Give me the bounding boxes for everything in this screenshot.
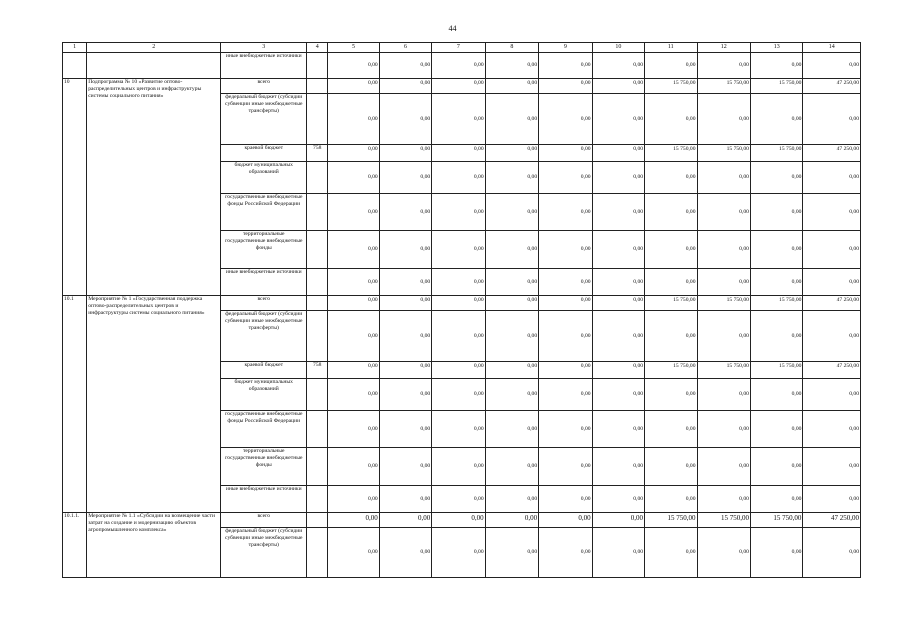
value-cell: 15 750,00 bbox=[697, 362, 750, 379]
value-cell: 15 750,00 bbox=[697, 296, 750, 311]
funding-source: бюджет муниципальных образований bbox=[221, 379, 307, 411]
row-name: Мероприятие № 1.1 «Субсидии на возмещение части затрат на создание и модернизацию объектов агропромышленного комплекса» bbox=[87, 513, 221, 578]
value-cell: 0,00 bbox=[485, 269, 538, 296]
value-cell: 0,00 bbox=[803, 486, 861, 513]
value-cell: 0,00 bbox=[592, 411, 644, 448]
budget-code bbox=[307, 513, 328, 528]
value-cell: 15 750,00 bbox=[750, 79, 802, 94]
value-cell: 0,00 bbox=[645, 94, 697, 145]
funding-source: бюджет муниципальных образований bbox=[221, 162, 307, 194]
funding-source: краевой бюджет bbox=[221, 145, 307, 162]
col-header: 7 bbox=[432, 43, 485, 53]
value-cell: 0,00 bbox=[645, 194, 697, 231]
value-cell: 0,00 bbox=[379, 411, 431, 448]
value-cell: 0,00 bbox=[592, 362, 644, 379]
value-cell: 0,00 bbox=[592, 53, 644, 79]
value-cell: 0,00 bbox=[485, 194, 538, 231]
value-cell: 0,00 bbox=[432, 194, 485, 231]
value-cell: 0,00 bbox=[592, 269, 644, 296]
table-body bbox=[63, 43, 861, 578]
value-cell: 0,00 bbox=[379, 379, 431, 411]
col-header: 10 bbox=[592, 43, 644, 53]
value-cell: 0,00 bbox=[379, 528, 431, 578]
value-cell: 0,00 bbox=[539, 513, 592, 528]
value-cell: 0,00 bbox=[432, 296, 485, 311]
value-cell: 0,00 bbox=[539, 486, 592, 513]
value-cell: 0,00 bbox=[645, 528, 697, 578]
value-cell: 0,00 bbox=[328, 194, 379, 231]
row-name: Подпрограмма № 10 «Развитие оптово-распределительных центров и инфраструктуры системы социального питания» bbox=[87, 79, 221, 296]
budget-code bbox=[307, 231, 328, 269]
value-cell: 0,00 bbox=[645, 162, 697, 194]
value-cell: 0,00 bbox=[485, 145, 538, 162]
value-cell: 0,00 bbox=[803, 311, 861, 362]
value-cell: 0,00 bbox=[697, 411, 750, 448]
value-cell: 0,00 bbox=[592, 162, 644, 194]
value-cell: 0,00 bbox=[539, 194, 592, 231]
value-cell: 0,00 bbox=[485, 53, 538, 79]
value-cell: 0,00 bbox=[379, 486, 431, 513]
value-cell: 0,00 bbox=[379, 94, 431, 145]
value-cell: 0,00 bbox=[750, 194, 802, 231]
value-cell: 0,00 bbox=[379, 231, 431, 269]
value-cell: 0,00 bbox=[328, 448, 379, 486]
value-cell: 0,00 bbox=[592, 486, 644, 513]
budget-code bbox=[307, 528, 328, 578]
value-cell: 47 250,00 bbox=[803, 79, 861, 94]
value-cell: 0,00 bbox=[432, 362, 485, 379]
value-cell: 0,00 bbox=[803, 411, 861, 448]
budget-code: 758 bbox=[307, 362, 328, 379]
funding-source: территориальные государственные внебюджетные фонды bbox=[221, 231, 307, 269]
value-cell: 0,00 bbox=[539, 362, 592, 379]
value-cell: 0,00 bbox=[539, 311, 592, 362]
value-cell: 0,00 bbox=[803, 194, 861, 231]
value-cell: 0,00 bbox=[328, 513, 379, 528]
value-cell: 0,00 bbox=[379, 53, 431, 79]
value-cell: 0,00 bbox=[592, 311, 644, 362]
value-cell: 0,00 bbox=[539, 162, 592, 194]
value-cell: 0,00 bbox=[697, 486, 750, 513]
budget-code bbox=[307, 448, 328, 486]
value-cell: 47 250,00 bbox=[803, 296, 861, 311]
value-cell: 0,00 bbox=[328, 162, 379, 194]
value-cell: 0,00 bbox=[328, 528, 379, 578]
funding-source: иные внебюджетные источники bbox=[221, 269, 307, 296]
value-cell: 0,00 bbox=[432, 513, 485, 528]
budget-code bbox=[307, 269, 328, 296]
value-cell: 0,00 bbox=[328, 486, 379, 513]
value-cell: 0,00 bbox=[750, 379, 802, 411]
value-cell: 0,00 bbox=[803, 94, 861, 145]
value-cell: 0,00 bbox=[432, 411, 485, 448]
value-cell: 0,00 bbox=[697, 162, 750, 194]
value-cell: 0,00 bbox=[592, 448, 644, 486]
value-cell: 47 250,00 bbox=[803, 145, 861, 162]
value-cell: 0,00 bbox=[750, 94, 802, 145]
budget-code bbox=[307, 311, 328, 362]
row-name bbox=[87, 53, 221, 79]
col-header: 9 bbox=[539, 43, 592, 53]
value-cell: 0,00 bbox=[803, 448, 861, 486]
value-cell: 0,00 bbox=[328, 269, 379, 296]
value-cell: 0,00 bbox=[750, 162, 802, 194]
value-cell: 0,00 bbox=[328, 231, 379, 269]
row-number: 10.1.1. bbox=[63, 513, 87, 578]
value-cell: 0,00 bbox=[750, 411, 802, 448]
value-cell: 0,00 bbox=[645, 53, 697, 79]
value-cell: 0,00 bbox=[485, 513, 538, 528]
value-cell: 0,00 bbox=[697, 231, 750, 269]
budget-code bbox=[307, 79, 328, 94]
value-cell: 0,00 bbox=[432, 53, 485, 79]
col-header: 13 bbox=[750, 43, 802, 53]
col-header: 1 bbox=[63, 43, 87, 53]
page-number: 44 bbox=[448, 24, 457, 33]
value-cell: 0,00 bbox=[539, 379, 592, 411]
funding-source: иные внебюджетные источники bbox=[221, 486, 307, 513]
value-cell: 0,00 bbox=[697, 269, 750, 296]
value-cell: 0,00 bbox=[485, 362, 538, 379]
col-header: 11 bbox=[645, 43, 697, 53]
table-row bbox=[63, 296, 861, 311]
value-cell: 0,00 bbox=[379, 513, 431, 528]
funding-source: всего bbox=[221, 513, 307, 528]
value-cell: 0,00 bbox=[328, 94, 379, 145]
funding-source: краевой бюджет bbox=[221, 362, 307, 379]
value-cell: 15 750,00 bbox=[645, 296, 697, 311]
budget-code bbox=[307, 162, 328, 194]
value-cell: 0,00 bbox=[485, 528, 538, 578]
col-header: 6 bbox=[379, 43, 431, 53]
budget-code bbox=[307, 94, 328, 145]
value-cell: 0,00 bbox=[539, 448, 592, 486]
value-cell: 0,00 bbox=[485, 162, 538, 194]
value-cell: 0,00 bbox=[592, 79, 644, 94]
value-cell: 0,00 bbox=[485, 231, 538, 269]
value-cell: 0,00 bbox=[432, 231, 485, 269]
value-cell: 15 750,00 bbox=[697, 513, 750, 528]
value-cell: 0,00 bbox=[750, 311, 802, 362]
value-cell: 15 750,00 bbox=[645, 513, 697, 528]
value-cell: 0,00 bbox=[539, 269, 592, 296]
value-cell: 0,00 bbox=[803, 528, 861, 578]
value-cell: 0,00 bbox=[539, 296, 592, 311]
funding-source: федеральный бюджет (субсидии субвенции иные межбюджетные трансферты) bbox=[221, 94, 307, 145]
value-cell: 0,00 bbox=[432, 448, 485, 486]
value-cell: 0,00 bbox=[432, 528, 485, 578]
value-cell: 0,00 bbox=[697, 379, 750, 411]
budget-code: 758 bbox=[307, 145, 328, 162]
value-cell: 0,00 bbox=[803, 162, 861, 194]
value-cell: 0,00 bbox=[379, 448, 431, 486]
value-cell: 0,00 bbox=[750, 528, 802, 578]
value-cell: 0,00 bbox=[379, 194, 431, 231]
budget-code bbox=[307, 296, 328, 311]
row-number bbox=[63, 53, 87, 79]
value-cell: 0,00 bbox=[379, 362, 431, 379]
value-cell: 0,00 bbox=[485, 379, 538, 411]
value-cell: 0,00 bbox=[328, 53, 379, 79]
value-cell: 47 250,00 bbox=[803, 513, 861, 528]
value-cell: 15 750,00 bbox=[750, 145, 802, 162]
value-cell: 15 750,00 bbox=[750, 296, 802, 311]
funding-source: всего bbox=[221, 79, 307, 94]
table-row bbox=[63, 513, 861, 528]
value-cell: 15 750,00 bbox=[645, 362, 697, 379]
value-cell: 0,00 bbox=[485, 411, 538, 448]
value-cell: 0,00 bbox=[750, 231, 802, 269]
value-cell: 0,00 bbox=[485, 448, 538, 486]
budget-code bbox=[307, 411, 328, 448]
value-cell: 0,00 bbox=[328, 311, 379, 362]
value-cell: 0,00 bbox=[750, 448, 802, 486]
budget-table bbox=[62, 42, 861, 578]
funding-source: федеральный бюджет (субсидии субвенции иные межбюджетные трансферты) bbox=[221, 311, 307, 362]
value-cell: 47 250,00 bbox=[803, 362, 861, 379]
value-cell: 0,00 bbox=[592, 379, 644, 411]
value-cell: 0,00 bbox=[432, 79, 485, 94]
value-cell: 0,00 bbox=[750, 269, 802, 296]
value-cell: 0,00 bbox=[539, 53, 592, 79]
value-cell: 0,00 bbox=[379, 79, 431, 94]
value-cell: 0,00 bbox=[539, 528, 592, 578]
table-row bbox=[63, 53, 861, 79]
value-cell: 0,00 bbox=[539, 79, 592, 94]
value-cell: 0,00 bbox=[485, 311, 538, 362]
value-cell: 0,00 bbox=[379, 145, 431, 162]
table-row bbox=[63, 79, 861, 94]
funding-source: федеральный бюджет (субсидии субвенции иные межбюджетные трансферты) bbox=[221, 528, 307, 578]
row-number: 10 bbox=[63, 79, 87, 296]
value-cell: 0,00 bbox=[645, 448, 697, 486]
funding-source: государственные внебюджетные фонды Российской Федерации bbox=[221, 411, 307, 448]
value-cell: 0,00 bbox=[750, 486, 802, 513]
value-cell: 0,00 bbox=[750, 53, 802, 79]
value-cell: 0,00 bbox=[592, 513, 644, 528]
value-cell: 0,00 bbox=[432, 162, 485, 194]
value-cell: 0,00 bbox=[432, 269, 485, 296]
value-cell: 0,00 bbox=[697, 311, 750, 362]
value-cell: 0,00 bbox=[539, 411, 592, 448]
value-cell: 0,00 bbox=[379, 296, 431, 311]
col-header: 3 bbox=[221, 43, 307, 53]
value-cell: 0,00 bbox=[328, 296, 379, 311]
value-cell: 0,00 bbox=[379, 311, 431, 362]
budget-code bbox=[307, 53, 328, 79]
value-cell: 0,00 bbox=[379, 269, 431, 296]
value-cell: 0,00 bbox=[328, 79, 379, 94]
col-header: 5 bbox=[328, 43, 379, 53]
value-cell: 0,00 bbox=[328, 379, 379, 411]
col-header: 2 bbox=[87, 43, 221, 53]
value-cell: 0,00 bbox=[697, 528, 750, 578]
value-cell: 0,00 bbox=[539, 231, 592, 269]
header-row bbox=[63, 43, 861, 53]
value-cell: 15 750,00 bbox=[645, 79, 697, 94]
value-cell: 0,00 bbox=[539, 94, 592, 145]
value-cell: 15 750,00 bbox=[697, 145, 750, 162]
value-cell: 0,00 bbox=[645, 231, 697, 269]
value-cell: 0,00 bbox=[697, 53, 750, 79]
row-name: Мероприятие № 1 «Государственная поддержка оптово-распределительных центров и инфраструктуры системы социального питания» bbox=[87, 296, 221, 513]
value-cell: 0,00 bbox=[803, 269, 861, 296]
value-cell: 0,00 bbox=[592, 528, 644, 578]
budget-code bbox=[307, 379, 328, 411]
value-cell: 0,00 bbox=[803, 379, 861, 411]
value-cell: 15 750,00 bbox=[750, 362, 802, 379]
value-cell: 0,00 bbox=[485, 94, 538, 145]
value-cell: 0,00 bbox=[379, 162, 431, 194]
value-cell: 0,00 bbox=[592, 194, 644, 231]
value-cell: 15 750,00 bbox=[750, 513, 802, 528]
value-cell: 15 750,00 bbox=[645, 145, 697, 162]
value-cell: 0,00 bbox=[592, 296, 644, 311]
budget-code bbox=[307, 194, 328, 231]
value-cell: 0,00 bbox=[485, 486, 538, 513]
value-cell: 0,00 bbox=[485, 79, 538, 94]
value-cell: 0,00 bbox=[697, 448, 750, 486]
value-cell: 0,00 bbox=[485, 296, 538, 311]
value-cell: 15 750,00 bbox=[697, 79, 750, 94]
value-cell: 0,00 bbox=[328, 145, 379, 162]
value-cell: 0,00 bbox=[328, 362, 379, 379]
value-cell: 0,00 bbox=[645, 269, 697, 296]
funding-source: территориальные государственные внебюджетные фонды bbox=[221, 448, 307, 486]
value-cell: 0,00 bbox=[432, 94, 485, 145]
col-header: 12 bbox=[697, 43, 750, 53]
value-cell: 0,00 bbox=[592, 231, 644, 269]
value-cell: 0,00 bbox=[803, 53, 861, 79]
value-cell: 0,00 bbox=[645, 411, 697, 448]
funding-source: иные внебюджетные источники bbox=[221, 53, 307, 79]
value-cell: 0,00 bbox=[645, 486, 697, 513]
value-cell: 0,00 bbox=[645, 379, 697, 411]
value-cell: 0,00 bbox=[432, 486, 485, 513]
value-cell: 0,00 bbox=[803, 231, 861, 269]
value-cell: 0,00 bbox=[432, 311, 485, 362]
value-cell: 0,00 bbox=[645, 311, 697, 362]
value-cell: 0,00 bbox=[592, 94, 644, 145]
col-header: 4 bbox=[307, 43, 328, 53]
value-cell: 0,00 bbox=[328, 411, 379, 448]
value-cell: 0,00 bbox=[697, 94, 750, 145]
col-header: 14 bbox=[803, 43, 861, 53]
budget-code bbox=[307, 486, 328, 513]
funding-source: государственные внебюджетные фонды Российской Федерации bbox=[221, 194, 307, 231]
col-header: 8 bbox=[485, 43, 538, 53]
value-cell: 0,00 bbox=[432, 145, 485, 162]
value-cell: 0,00 bbox=[592, 145, 644, 162]
value-cell: 0,00 bbox=[539, 145, 592, 162]
value-cell: 0,00 bbox=[697, 194, 750, 231]
row-number: 10.1 bbox=[63, 296, 87, 513]
funding-source: всего bbox=[221, 296, 307, 311]
value-cell: 0,00 bbox=[432, 379, 485, 411]
